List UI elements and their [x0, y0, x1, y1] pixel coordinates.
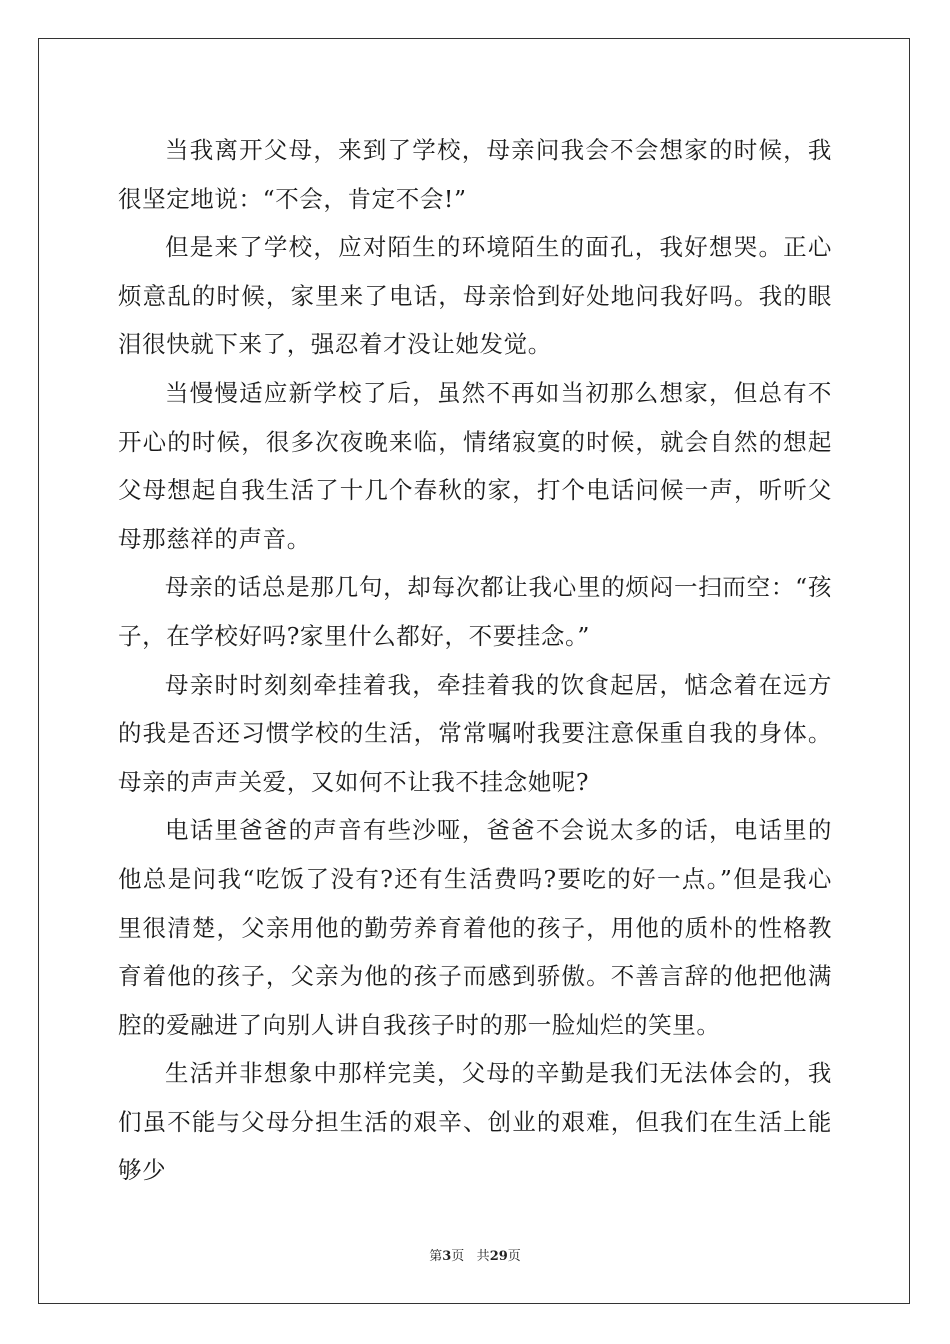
paragraph-3: 当慢慢适应新学校了后，虽然不再如当初那么想家，但总有不开心的时候，很多次夜晚来临，情绪寂寞的时候，就会自然的想起父母想起自我生活了十几个春秋的家，打个电话问候一声，听听父母那慈祥的声音。 [118, 378, 832, 553]
total-pages: 29 [489, 1249, 508, 1264]
page-suffix: 页 [451, 1249, 465, 1264]
page-number: 3 [442, 1249, 452, 1264]
paragraph-5: 母亲时时刻刻牵挂着我，牵挂着我的饮食起居，惦念着在远方的我是否还习惯学校的生活，常常嘱咐我要注意保重自我的身体。母亲的声声关爱，又如何不让我不挂念她呢? [118, 670, 832, 796]
paragraph-6: 电话里爸爸的声音有些沙哑，爸爸不会说太多的话，电话里的他总是问我“吃饭了没有?还有生活费吗?要吃的好一点。”但是我心里很清楚，父亲用他的勤劳养育着他的孩子，用他的质朴的性格教育着他的孩子，父亲为他的孩子而感到骄傲。不善言辞的他把他满腔的爱融进了向别人讲自我孩子时的那一脸灿烂的笑里。 [118, 816, 832, 1039]
page-prefix: 第 [429, 1249, 443, 1264]
total-suffix: 页 [507, 1249, 521, 1264]
page-footer [0, 1245, 950, 1264]
paragraph-4: 母亲的话总是那几句，却每次都让我心里的烦闷一扫而空：“孩子，在学校好吗?家里什么都好，不要挂念。” [118, 573, 832, 650]
document-body [118, 126, 832, 1195]
paragraph-7: 生活并非想象中那样完美，父母的辛勤是我们无法体会的，我们虽不能与父母分担生活的艰辛、创业的艰难，但我们在生活上能够少 [118, 1059, 832, 1185]
paragraph-2: 但是来了学校，应对陌生的环境陌生的面孔，我好想哭。正心烦意乱的时候，家里来了电话，母亲恰到好处地问我好吗。我的眼泪很快就下来了，强忍着才没让她发觉。 [118, 233, 832, 359]
paragraph-1: 当我离开父母，来到了学校，母亲问我会不会想家的时候，我很坚定地说：“不会，肯定不会!” [118, 136, 832, 213]
total-prefix: 共 [476, 1249, 490, 1264]
